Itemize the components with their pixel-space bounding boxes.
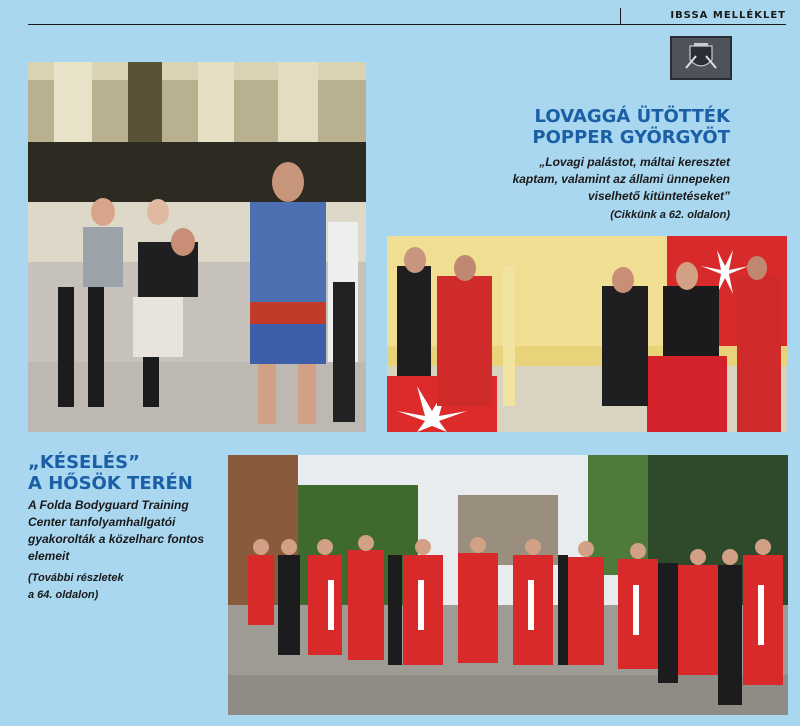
article2-page-ref bbox=[28, 570, 124, 604]
article1-page-ref: (Cikkünk a 62. oldalon) bbox=[610, 209, 730, 221]
article1-quote-line: „Lovagi palástot, máltai keresztet bbox=[539, 155, 730, 169]
article2-title-line1: „KÉSELÉS” bbox=[28, 452, 140, 473]
article2-ref-line: a 64. oldalon) bbox=[28, 589, 99, 601]
article1-quote bbox=[513, 154, 730, 224]
section-header: IBSSA MELLÉKLET bbox=[670, 10, 786, 21]
article1-title-line1: LOVAGGÁ ÜTÖTTÉK bbox=[534, 106, 730, 127]
article2-text bbox=[28, 497, 204, 565]
header-tick bbox=[620, 8, 621, 24]
article1-quote-line: viselhető kitüntetéseket” bbox=[587, 189, 730, 203]
article2-title-line2: A HŐSÖK TERÉN bbox=[28, 473, 193, 494]
photo-group-ceremony bbox=[228, 455, 788, 715]
article2-text-line: gyakorolták a közelharc fontos bbox=[28, 532, 205, 546]
article2-ref-line: (További részletek bbox=[28, 572, 124, 584]
photo-knighting-ceremony bbox=[387, 236, 787, 432]
ibssa-shield-emblem-icon bbox=[670, 36, 732, 80]
article2-text-line: A Folda Bodyguard Training bbox=[28, 498, 189, 512]
article2-title bbox=[28, 452, 193, 494]
article1-title bbox=[532, 106, 730, 148]
article2-text-line: Center tanfolyamhallgatói bbox=[28, 515, 176, 529]
article2-text-line: elemeit bbox=[28, 549, 70, 563]
article1-quote-line: kaptam, valamint az állami ünnepeken bbox=[512, 172, 730, 186]
article1-title-line2: POPPER GYÖRGYÖT bbox=[532, 127, 730, 148]
header-rule bbox=[28, 24, 786, 25]
photo-sparring-scene bbox=[28, 62, 366, 432]
